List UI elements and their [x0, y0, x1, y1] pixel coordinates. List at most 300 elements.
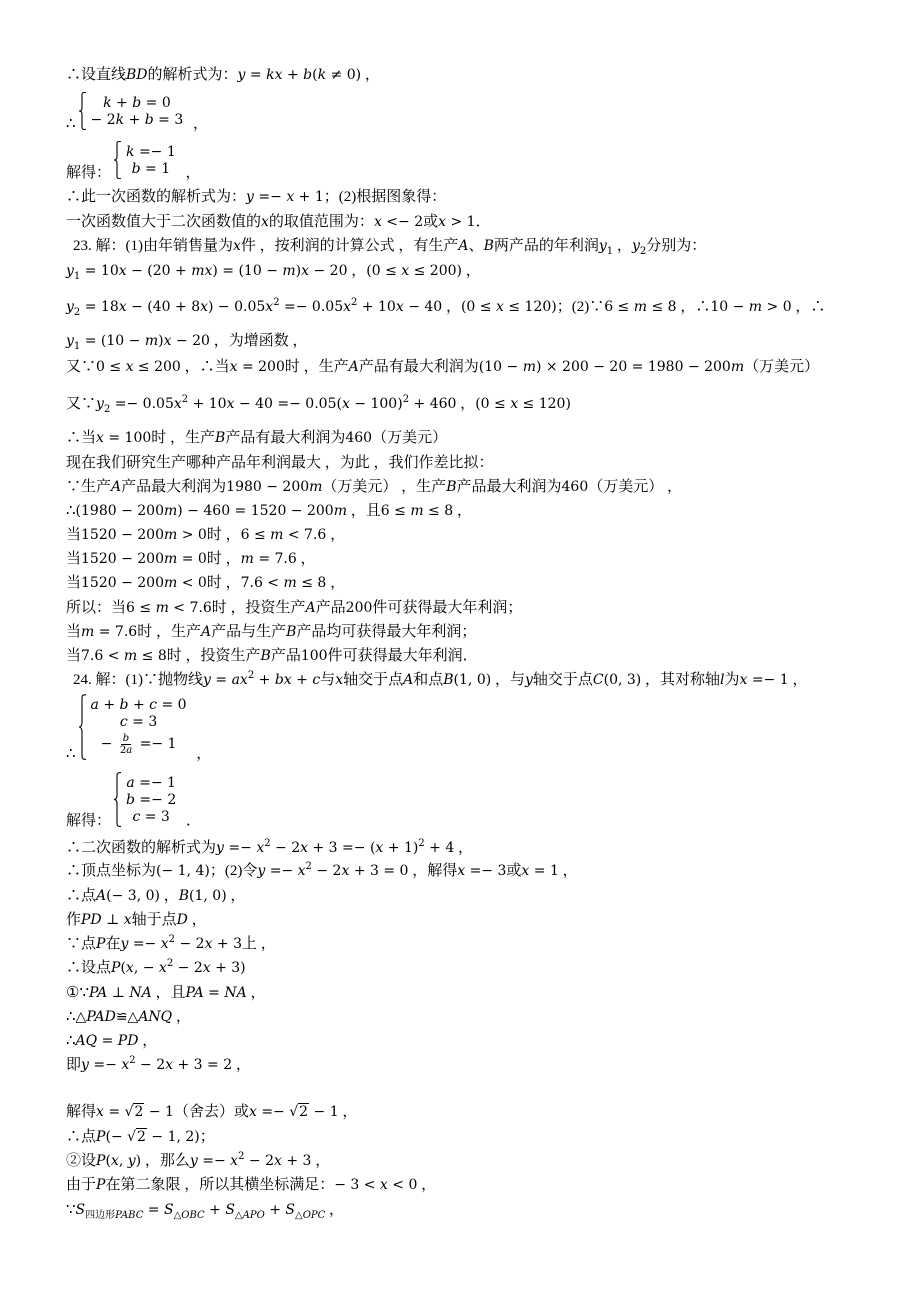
text-run: 时 ，生产 [151, 430, 216, 446]
math-variable: x [158, 960, 167, 976]
text-run: ∴设直线 [66, 67, 127, 83]
equation-row [101, 730, 177, 758]
text-run: 当 [66, 575, 82, 591]
math-variable: ANQ [138, 1009, 173, 1025]
superscript: 2 [305, 861, 312, 872]
text-line [66, 355, 819, 379]
math-variable: x [256, 840, 265, 856]
math-variable: PD [117, 1033, 139, 1049]
math-variable: a [126, 744, 133, 756]
text-line [66, 1005, 191, 1029]
math-expression [66, 263, 74, 279]
text-run: ， [138, 1033, 158, 1049]
subscript: △OBC [173, 1210, 205, 1221]
radicand: 2 [137, 1129, 146, 1145]
math-variable: m [633, 299, 648, 315]
equation-row [132, 808, 169, 825]
math-expression: + bx + c [254, 672, 321, 688]
math-variable: x [343, 299, 352, 315]
text-run: 现在我们研究生产哪种产品年利润最大 ，为此 ，我们作差比拟： [66, 455, 494, 471]
text-run: （万美元） ， [588, 479, 682, 495]
math-variable: D [176, 912, 188, 928]
text-run: 或 [506, 863, 522, 879]
text-run: ． [475, 214, 491, 230]
math-variable: P [96, 936, 106, 952]
text-line [66, 426, 447, 450]
math-expression [126, 67, 148, 83]
math-variable: x [233, 238, 241, 254]
math-variable: k [103, 95, 112, 111]
math-variable: x [341, 863, 350, 879]
math-expression: 6 ≤ m < 7.6 [126, 600, 212, 616]
text-run: ；(2)根据图象得： [323, 189, 447, 205]
math-variable: x [457, 863, 466, 879]
subscript: 1 [606, 246, 614, 257]
math-variable: B [178, 888, 190, 904]
text-run: 件可获得最大年利润； [372, 600, 523, 616]
text-run: ∴二次函数的解析式为 [66, 840, 217, 856]
math-variable: x [125, 359, 134, 375]
subscript: 2 [639, 246, 647, 257]
superscript: 2 [418, 838, 425, 849]
math-expression: − 2x + 3 [244, 1153, 312, 1169]
math-expression [349, 359, 359, 375]
math-expression: 1520 − 200m < 0 [81, 575, 207, 591]
math-variable: PA [89, 985, 108, 1001]
math-expression: m = 7.6 [81, 624, 138, 640]
text-run: ∵ [66, 1202, 76, 1218]
math-expression: 1520 − 200m = 0 [81, 551, 207, 567]
math-variable: x [200, 299, 209, 315]
math-variable: m [164, 503, 178, 519]
math-expression [446, 479, 456, 495]
math-variable: x [379, 1177, 388, 1193]
math-expression: − [100, 736, 117, 752]
math-variable: A [403, 672, 414, 688]
math-variable: k [317, 67, 327, 83]
math-variable: m [283, 575, 297, 591]
math-variable: x [265, 299, 274, 315]
text-run: 由于 [66, 1177, 97, 1193]
subscript: 2 [73, 307, 81, 318]
math-expression: + S [204, 1202, 235, 1218]
square-root [125, 1105, 145, 1119]
math-expression: − 2x + 3) [173, 960, 246, 976]
math-variable: x [438, 214, 447, 230]
text-run: ①∵ [66, 985, 89, 1001]
text-run: 即 [66, 1057, 82, 1073]
text-run: 或 [423, 214, 439, 230]
text-run: 件 ，按利润的计算公式 ，有生产 [240, 238, 459, 254]
math-variable: x [229, 359, 238, 375]
radical-sign-icon [127, 1129, 136, 1145]
text-run: 时 ， [206, 575, 241, 591]
text-line [66, 1029, 157, 1053]
math-expression [335, 672, 343, 688]
text-run: ， [172, 1009, 191, 1025]
text-run: 产品有最大利润为 [225, 430, 346, 446]
math-expression: (10 − m) × 200 − 20 = 1980 − 200m [478, 359, 745, 375]
math-expression: (0 ≤ x ≤ 120) [460, 299, 557, 315]
math-variable: x [495, 299, 504, 315]
math-variable: B [286, 624, 297, 640]
text-run: ，∴当 [180, 359, 230, 375]
math-variable: x [118, 263, 127, 279]
text-line [66, 956, 246, 980]
math-expression: 7.6 < m ≤ 8 [81, 648, 167, 664]
superscript: 2 [264, 838, 271, 849]
math-variable: NA [224, 985, 247, 1001]
equation-row [126, 791, 176, 808]
math-variable: x [173, 396, 182, 412]
math-expression: x =− [248, 1104, 290, 1120]
superscript: 2 [273, 297, 280, 308]
math-variable: y [631, 238, 640, 254]
equation-row [126, 143, 176, 160]
text-run: ， [232, 1057, 251, 1073]
math-expression: 200 [345, 600, 373, 616]
text-run: ， [326, 575, 346, 591]
equation-row [91, 696, 187, 713]
math-variable: y [66, 263, 74, 279]
math-variable: m [270, 527, 284, 543]
equation-system [66, 143, 201, 183]
equation-row [126, 774, 176, 791]
math-variable: m [730, 359, 745, 375]
subscript: 1 [73, 341, 81, 352]
text-run: 一次函数值大于二次函数值的 [66, 214, 262, 230]
math-expression: =− 0.05x [110, 396, 182, 412]
text-run: 轴于点 [131, 912, 177, 928]
math-variable: b [131, 161, 141, 177]
math-expression: a =− 1 [126, 775, 176, 791]
math-variable: x [123, 912, 132, 928]
math-variable: x [274, 1153, 282, 1169]
text-run: 在第二象限 ，所以其横坐标满足： [105, 1177, 335, 1193]
superscript: 2 [247, 670, 255, 681]
math-variable: A [348, 359, 359, 375]
text-run: ， [453, 503, 472, 519]
square-root [289, 1105, 309, 1119]
math-expression: y =− x + 1 [246, 189, 324, 205]
math-expression: b =− 2 [126, 792, 177, 808]
text-run: 作 [66, 912, 82, 928]
math-variable: B [443, 672, 454, 688]
math-variable: m [144, 333, 159, 349]
math-variable: a [90, 697, 99, 713]
equation-system [66, 774, 201, 831]
math-expression: P(x, − x [111, 960, 167, 976]
system-prefix: ∴ [66, 746, 76, 762]
math-expression: 0 ≤ x ≤ 200 [96, 359, 181, 375]
math-expression: PA = NA [185, 985, 247, 1001]
text-line [66, 259, 481, 283]
text-run: 时 ，投资生产 [166, 648, 261, 664]
superscript: 2 [181, 394, 189, 405]
math-variable: y [66, 299, 74, 315]
text-run: 的解析式为： [147, 67, 238, 83]
text-run: ， [246, 985, 266, 1001]
math-variable: x [163, 333, 172, 349]
math-expression: m = 7.6 [240, 551, 297, 567]
text-run: 又∵ [66, 359, 97, 375]
text-line [66, 884, 245, 908]
math-expression: − 2x + 3 =− (x + 1) [270, 840, 419, 856]
math-expression [632, 238, 640, 254]
math-expression: 460 [345, 430, 373, 446]
text-run: （万美元） ，生产 [322, 479, 447, 495]
text-run: 当 [66, 648, 82, 664]
text-line [66, 859, 578, 883]
math-variable: APO [242, 1210, 265, 1221]
math-variable: y [120, 936, 129, 952]
math-expression: AQ = PD [75, 1033, 139, 1049]
math-expression: b = 1 [131, 161, 171, 177]
math-variable: x [202, 960, 211, 976]
text-run: （舍去）或 [173, 1104, 249, 1120]
equation-system [66, 696, 211, 764]
math-expression: = S [143, 1202, 174, 1218]
math-variable: ax [231, 672, 248, 688]
text-run: ，且 [151, 985, 186, 1001]
math-variable: m [164, 551, 178, 567]
math-expression [403, 672, 413, 688]
math-variable: x [510, 396, 519, 412]
math-variable: c [132, 809, 141, 825]
text-run: ， [347, 263, 367, 279]
math-variable: m [522, 359, 536, 375]
text-run: 和点 [413, 672, 444, 688]
text-run: 与 [320, 672, 336, 688]
text-run: 产品最大利润为 [121, 479, 227, 495]
math-variable: x [373, 214, 382, 230]
text-line [66, 1125, 215, 1149]
math-variable: y [598, 238, 607, 254]
math-variable: x [739, 672, 748, 688]
math-variable: b [126, 792, 135, 808]
math-variable: x [160, 936, 169, 952]
text-run: （万美元） [744, 359, 820, 375]
math-variable: b [132, 95, 142, 111]
text-run: ∵点 [66, 936, 97, 952]
text-run: ， [338, 1104, 358, 1120]
text-run: ；(2)∵ [556, 299, 605, 315]
system-prefix: 解得： [66, 165, 112, 181]
math-expression: (1980 − 200m) − 460 = 1520 − 200m [75, 503, 347, 519]
math-expression: (− 1, 4) [156, 863, 210, 879]
brace-group [78, 696, 193, 764]
text-run: ， [613, 238, 632, 254]
text-line [66, 329, 307, 353]
radicand: 2 [299, 1104, 309, 1120]
math-variable: m [240, 551, 254, 567]
math-expression: x = [96, 1104, 125, 1120]
math-variable: PA [185, 985, 204, 1001]
math-variable: S [225, 1202, 235, 1218]
text-line [66, 63, 380, 87]
math-variable: P [111, 960, 121, 976]
system-prefix: ∴ [66, 116, 76, 132]
math-expression: P(− [96, 1129, 128, 1145]
math-expression: − 2k + b = 3 [90, 112, 184, 128]
math-variable: x [335, 672, 344, 688]
math-expression: a + b + c = 0 [90, 697, 187, 713]
text-run: 两产品的年利润 [493, 238, 599, 254]
text-run: ，∴ [791, 299, 826, 315]
math-variable: x [401, 263, 410, 279]
text-line [66, 836, 473, 860]
text-run: 24. 解：(1)∵抛物线 [73, 672, 203, 688]
math-expression: − 2x + 3 [175, 936, 243, 952]
text-run: ，其对称轴 [641, 672, 721, 688]
math-expression: 100 [300, 648, 328, 664]
text-run: 解得 [66, 1104, 97, 1120]
text-run: ， [442, 299, 461, 315]
math-variable: AQ [75, 1033, 98, 1049]
math-variable: x [204, 936, 213, 952]
math-expression: =− 1 [135, 736, 177, 752]
math-variable: m [123, 648, 138, 664]
text-line [73, 668, 807, 692]
text-run: ②设 [66, 1153, 97, 1169]
math-expression [215, 430, 225, 446]
math-expression: 6 ≤ m ≤ 8 [380, 503, 454, 519]
math-variable: PABC [115, 1210, 144, 1221]
math-variable: x [226, 396, 235, 412]
text-line [66, 596, 522, 620]
math-variable: x [230, 1153, 239, 1169]
equation-system [66, 94, 208, 134]
math-variable: c [149, 697, 157, 713]
math-expression: y =− x [81, 1057, 130, 1073]
math-expression: = 10x − (20 + mx) = (10 − m)x − 20 [80, 263, 348, 279]
fraction-denominator: 2a [119, 744, 133, 756]
math-variable: m [282, 263, 296, 279]
math-variable: BD [126, 67, 148, 83]
math-expression: 6 ≤ m ≤ 8 [604, 299, 677, 315]
text-line [66, 185, 446, 209]
text-run: 为 [724, 672, 740, 688]
math-variable: x [165, 1057, 174, 1073]
text-run: 产品 [315, 600, 346, 616]
text-line [66, 475, 682, 499]
math-expression: 7.6 < m ≤ 8 [240, 575, 327, 591]
math-expression: c = 3 [132, 809, 170, 825]
text-run: ；(2)令 [209, 863, 258, 879]
math-variable: PD [81, 912, 102, 928]
text-run: ， [159, 888, 179, 904]
math-variable: P [96, 1177, 106, 1193]
subscript: △OPC [295, 1210, 326, 1221]
math-variable: NA [129, 985, 152, 1001]
subscript: 1 [73, 271, 81, 282]
text-run: ， [326, 527, 346, 543]
math-variable: y [246, 189, 254, 205]
math-expression [261, 648, 271, 664]
math-variable: B [260, 648, 271, 664]
system-suffix: ， [192, 746, 212, 762]
brace-group [113, 774, 182, 831]
math-expression: =− 0.05x [279, 299, 352, 315]
text-run: ∴点 [66, 1129, 97, 1145]
math-variable: x [395, 299, 404, 315]
text-run: ； [199, 1129, 215, 1145]
math-expression: (0 ≤ x ≤ 200) [366, 263, 462, 279]
math-expression: 460 [561, 479, 589, 495]
fraction-numerator [121, 733, 131, 745]
math-variable: S [285, 1202, 296, 1218]
math-expression: − 2x + 3 = 2 [135, 1057, 233, 1073]
text-line [66, 571, 345, 595]
superscript: 2 [402, 394, 410, 405]
text-run: 件可获得最大年利润． [327, 648, 478, 664]
math-variable: x [300, 840, 309, 856]
math-expression: x <− 2 [373, 214, 424, 230]
text-run: ， [311, 1153, 331, 1169]
text-run: 上 ， [242, 936, 276, 952]
math-expression: c = 3 [119, 714, 158, 730]
math-variable: a [126, 775, 135, 791]
text-run: ∴此一次函数的解析式为： [66, 189, 247, 205]
text-line [66, 547, 316, 571]
text-run: 当 [66, 624, 82, 640]
left-brace-icon [113, 143, 122, 177]
math-expression: B(1, 0) [178, 888, 227, 904]
text-run: ∴点 [66, 888, 97, 904]
equation-rows [87, 696, 193, 758]
superscript: 2 [168, 934, 176, 945]
equation-row [120, 713, 157, 730]
math-variable: y [203, 672, 211, 688]
math-variable: A [96, 888, 107, 904]
math-variable: b [303, 67, 313, 83]
math-variable: y [189, 1153, 198, 1169]
math-variable: b [119, 697, 129, 713]
text-run: ∴ [66, 503, 76, 519]
math-variable: P [96, 1153, 106, 1169]
math-variable: y [237, 67, 246, 83]
text-line [66, 451, 494, 475]
text-line [66, 1100, 357, 1124]
equation-row [103, 94, 171, 111]
equation-row [132, 160, 171, 177]
text-run: ， [226, 888, 246, 904]
left-brace-icon [78, 696, 87, 758]
text-run: ， [456, 396, 476, 412]
text-run: ， [461, 263, 481, 279]
text-run: ，为增函数 ， [209, 333, 308, 349]
subscript: 2 [103, 404, 111, 415]
system-suffix: ， [189, 116, 209, 132]
math-expression: k =− 1 [126, 144, 176, 160]
superscript: 2 [129, 1055, 136, 1066]
math-expression [233, 238, 241, 254]
math-variable: A [458, 238, 469, 254]
text-run: ，与 [491, 672, 525, 688]
text-run: 所以：当 [66, 600, 127, 616]
text-line [66, 295, 825, 319]
radical-sign-icon [289, 1104, 298, 1120]
left-brace-icon [78, 94, 87, 128]
text-run: ， [361, 67, 380, 83]
text-run: 时 ， [206, 551, 241, 567]
math-variable: C [592, 672, 604, 688]
text-run: ， [296, 551, 316, 567]
math-variable: B [446, 479, 457, 495]
math-expression: − 3 < x < 0 [334, 1177, 418, 1193]
text-run: ，∴ [676, 299, 711, 315]
math-expression: PA ⊥ NA [89, 985, 152, 1001]
